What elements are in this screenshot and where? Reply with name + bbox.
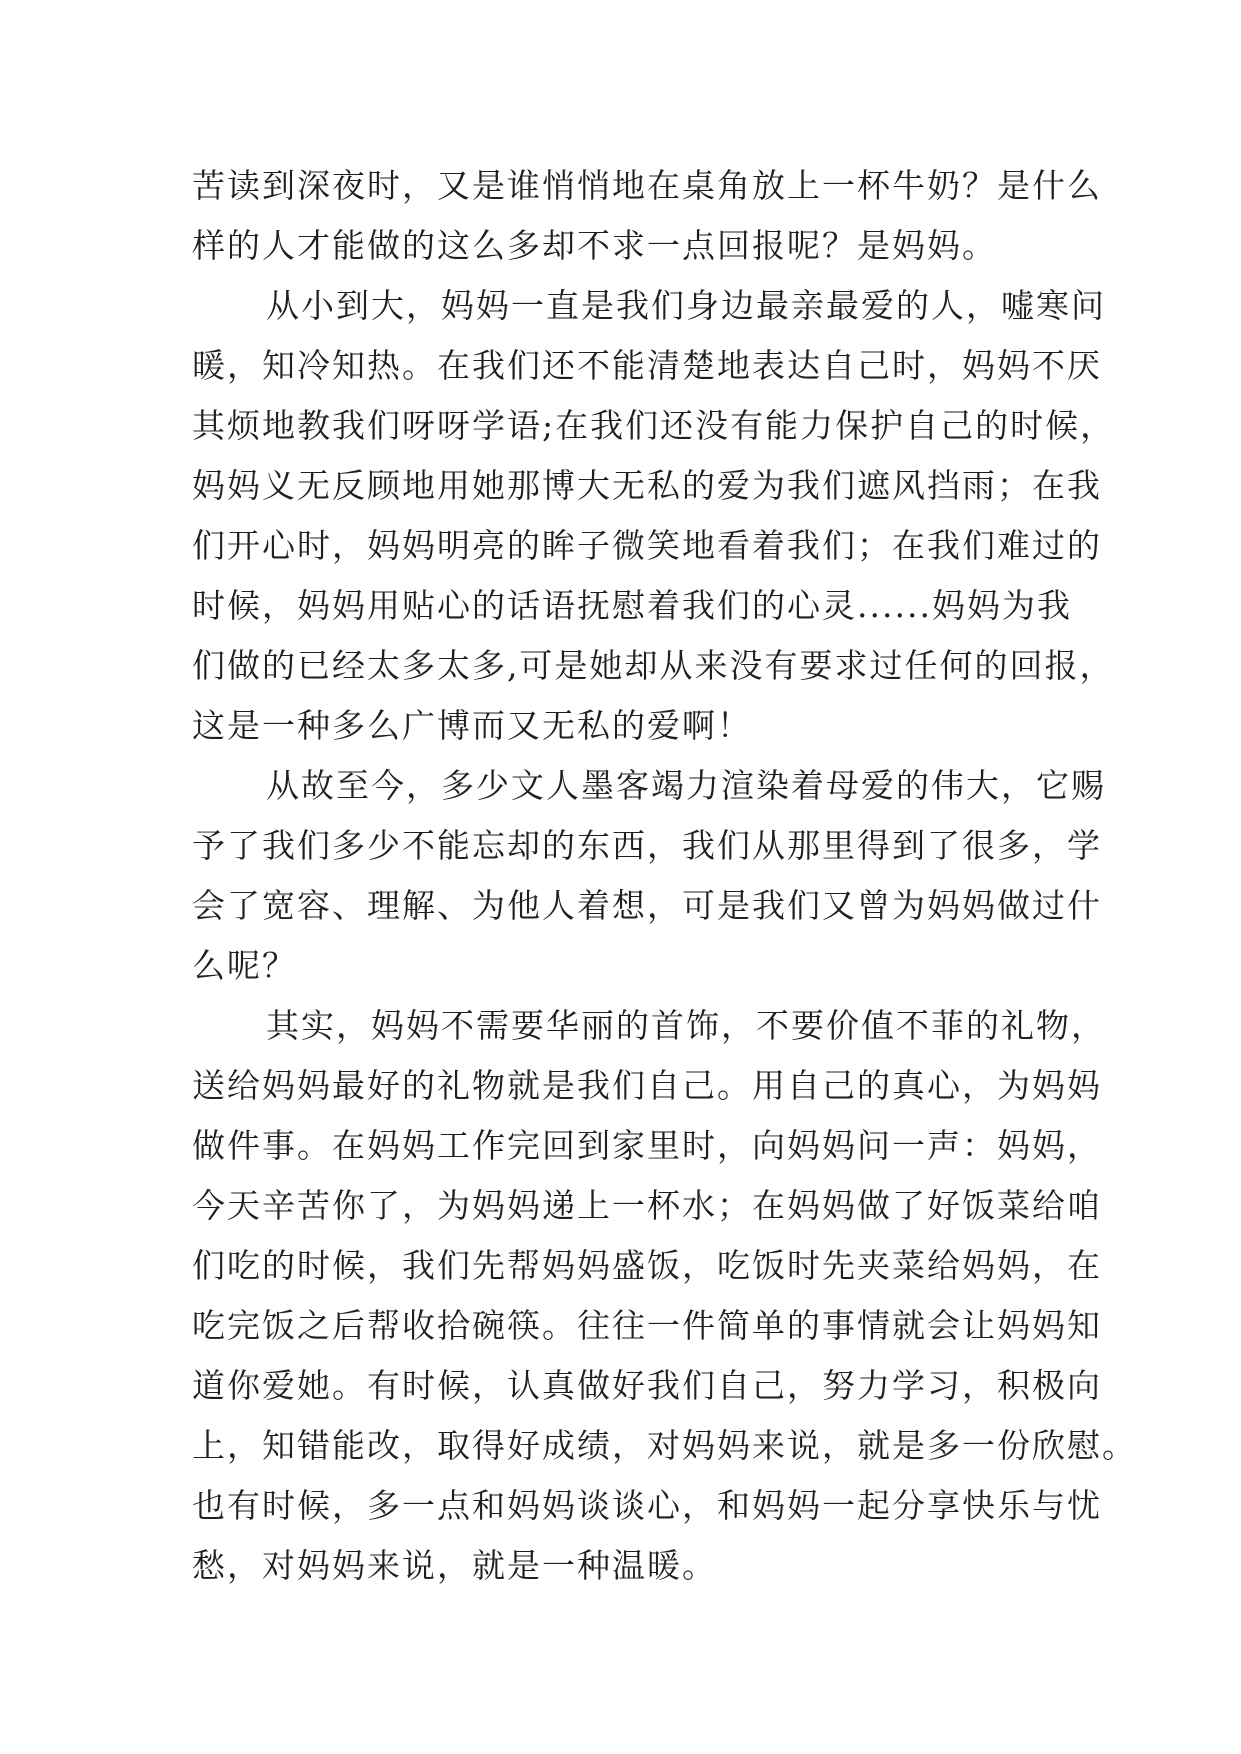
text-line: 们吃的时候，我们先帮妈妈盛饭，吃饭时先夹菜给妈妈，在 (192, 1246, 1102, 1285)
text-line: 做件事。在妈妈工作完回到家里时，向妈妈问一声：妈妈， (192, 1126, 1102, 1165)
text-line: 苦读到深夜时，又是谁悄悄地在桌角放上一杯牛奶？是什么 (192, 166, 1102, 205)
text-line: 愁，对妈妈来说，就是一种温暖。 (192, 1546, 717, 1585)
text-line: 其烦地教我们呀呀学语;在我们还没有能力保护自己的时候， (192, 406, 1116, 445)
article-body (192, 156, 1137, 1596)
text-line: 吃完饭之后帮收拾碗筷。往往一件简单的事情就会让妈妈知 (192, 1306, 1102, 1345)
text-line: 妈妈义无反顾地用她那博大无私的爱为我们遮风挡雨；在我 (192, 466, 1102, 505)
text-line: 会了宽容、理解、为他人着想，可是我们又曾为妈妈做过什 (192, 886, 1102, 925)
text-line: 们开心时，妈妈明亮的眸子微笑地看着我们；在我们难过的 (192, 526, 1102, 565)
text-line: 时候，妈妈用贴心的话语抚慰着我们的心灵......妈妈为我 (192, 586, 1072, 625)
text-line: 也有时候，多一点和妈妈谈谈心，和妈妈一起分享快乐与忧 (192, 1486, 1102, 1525)
text-line: 道你爱她。有时候，认真做好我们自己，努力学习，积极向 (192, 1366, 1102, 1405)
text-line: 暖，知冷知热。在我们还不能清楚地表达自己时，妈妈不厌 (192, 346, 1102, 385)
text-line: 送给妈妈最好的礼物就是我们自己。用自己的真心，为妈妈 (192, 1066, 1102, 1105)
text-line: 样的人才能做的这么多却不求一点回报呢？是妈妈。 (192, 226, 997, 265)
text-line: 们做的已经太多太多,可是她却从来没有要求过任何的回报， (192, 646, 1115, 685)
paragraph-start-line: 从小到大，妈妈一直是我们身边最亲最爱的人，嘘寒问 (266, 286, 1106, 325)
paragraph-start-line: 其实，妈妈不需要华丽的首饰，不要价值不菲的礼物， (266, 1006, 1106, 1045)
text-line: 这是一种多么广博而又无私的爱啊！ (192, 706, 752, 745)
text-line: 么呢？ (192, 946, 297, 985)
text-line: 今天辛苦你了，为妈妈递上一杯水；在妈妈做了好饭菜给咱 (192, 1186, 1102, 1225)
text-line: 上，知错能改，取得好成绩，对妈妈来说，就是多一份欣慰。 (192, 1426, 1137, 1465)
paragraph-start-line: 从故至今，多少文人墨客竭力渲染着母爱的伟大，它赐 (266, 766, 1106, 805)
text-line: 予了我们多少不能忘却的东西，我们从那里得到了很多，学 (192, 826, 1102, 865)
